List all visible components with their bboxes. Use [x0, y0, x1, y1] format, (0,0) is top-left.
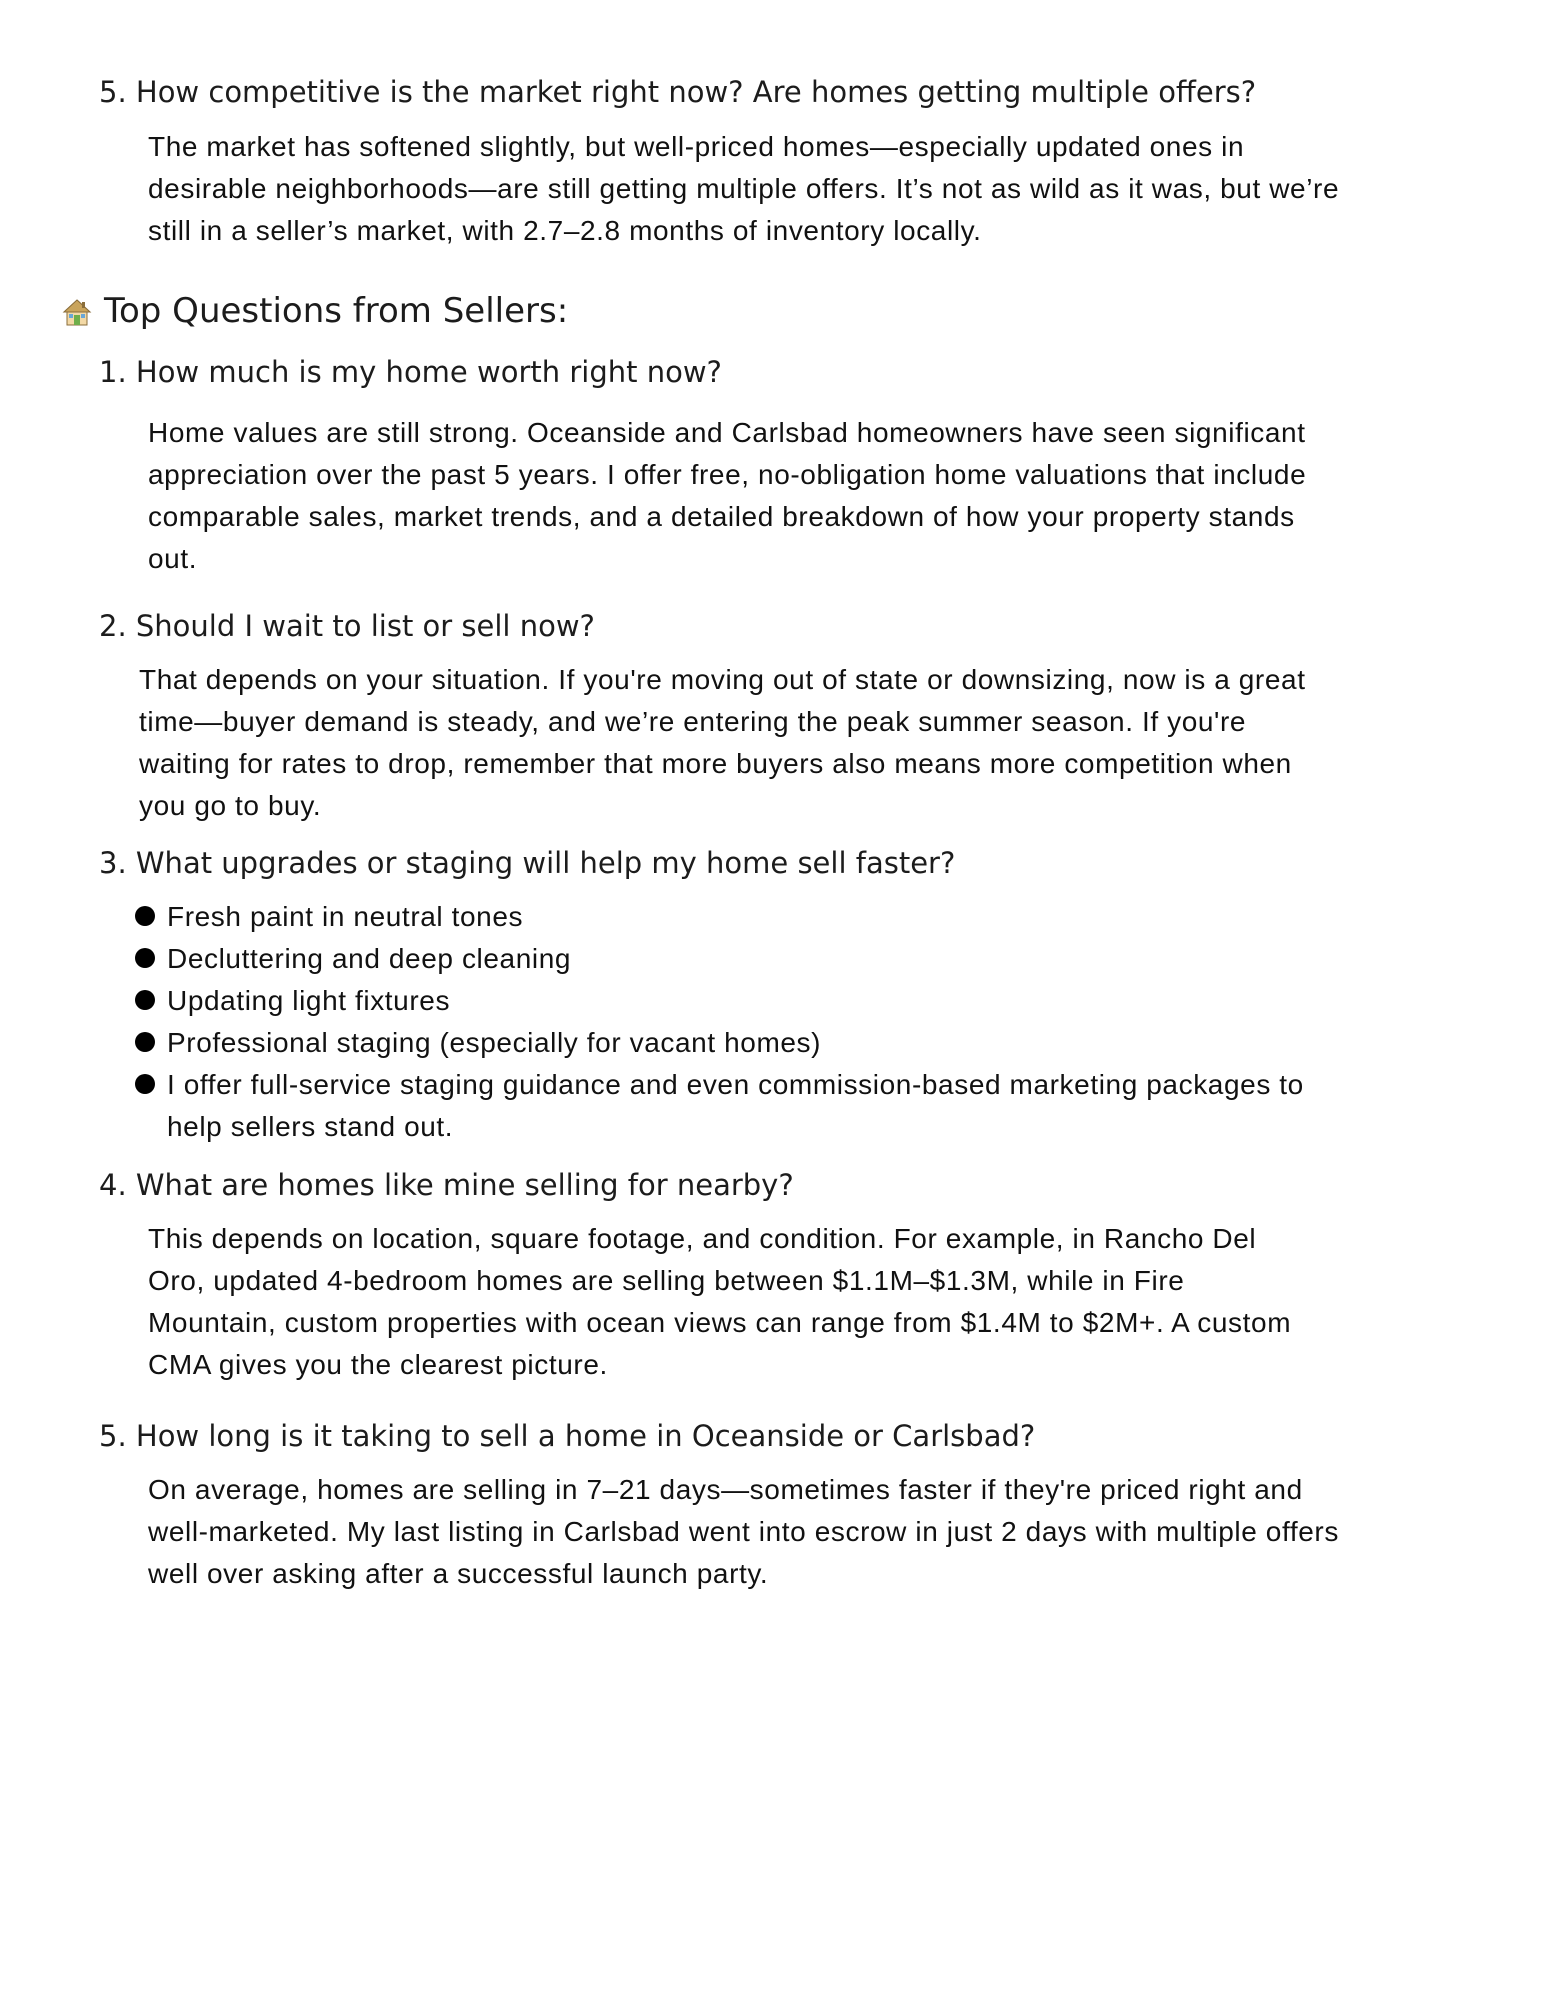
list-item: Professional staging (especially for vacant homes) — [132, 1022, 1352, 1064]
bullet-icon — [135, 948, 155, 968]
house-icon — [62, 296, 92, 326]
bullet-icon — [135, 1074, 155, 1094]
seller-question-5: 5. How long is it taking to sell a home in Oceanside or Carlsbad? — [99, 1419, 1036, 1453]
seller-question-2: 2. Should I wait to list or sell now? — [99, 609, 595, 643]
seller-answer-2: That depends on your situation. If you're moving out of state or downsizing, now is a great time—buyer demand is steady, and we’re entering the peak summer season. If you're waiting for rates to drop, remember that more buyers also means more competition when you go to buy. — [139, 664, 1306, 821]
bullet-icon — [135, 990, 155, 1010]
buyer-answer-5: The market has softened slightly, but well-priced homes—especially updated ones in desirable neighborhoods—are still getting multiple offers. It’s not as wild as it was, but we’re still in a seller’s market, with 2.7–2.8 months of inventory locally. — [148, 131, 1340, 246]
bullet-icon — [135, 1032, 155, 1052]
bullet-icon — [135, 906, 155, 926]
list-item: Decluttering and deep cleaning — [132, 938, 1352, 980]
sellers-section-heading — [62, 290, 568, 332]
staging-tips-list — [132, 896, 1352, 1148]
seller-question-1: 1. How much is my home worth right now? — [99, 355, 722, 389]
list-item: Updating light fixtures — [132, 980, 1352, 1022]
seller-answer-5: On average, homes are selling in 7–21 days—sometimes faster if they're priced right and well-marketed. My last listing in Carlsbad went into escrow in just 2 days with multiple offers well over asking after a successful launch party. — [148, 1474, 1339, 1589]
list-item: Fresh paint in neutral tones — [132, 896, 1352, 938]
sellers-heading-text: Top Questions from Sellers: — [104, 291, 569, 331]
seller-answer-1: Home values are still strong. Oceanside and Carlsbad homeowners have seen significant appreciation over the past 5 years. I offer free, no-obligation home valuations that include comparable sales, market trends, and a detailed breakdown of how your property stands out. — [148, 417, 1307, 574]
seller-question-4: 4. What are homes like mine selling for nearby? — [99, 1168, 794, 1202]
seller-answer-4: This depends on location, square footage, and condition. For example, in Rancho Del Oro, updated 4-bedroom homes are selling between $1.1M–$1.3M, while in Fire Mountain, custom properties with ocean views can range from $1.4M to $2M+. A custom CMA gives you the clearest picture. — [148, 1223, 1292, 1380]
buyer-question-5: 5. How competitive is the market right now? Are homes getting multiple offers? — [99, 75, 1257, 109]
list-item: I offer full-service staging guidance and even commission-based marketing packages to help sellers stand out. — [132, 1064, 1352, 1148]
seller-question-3: 3. What upgrades or staging will help my home sell faster? — [99, 846, 956, 880]
